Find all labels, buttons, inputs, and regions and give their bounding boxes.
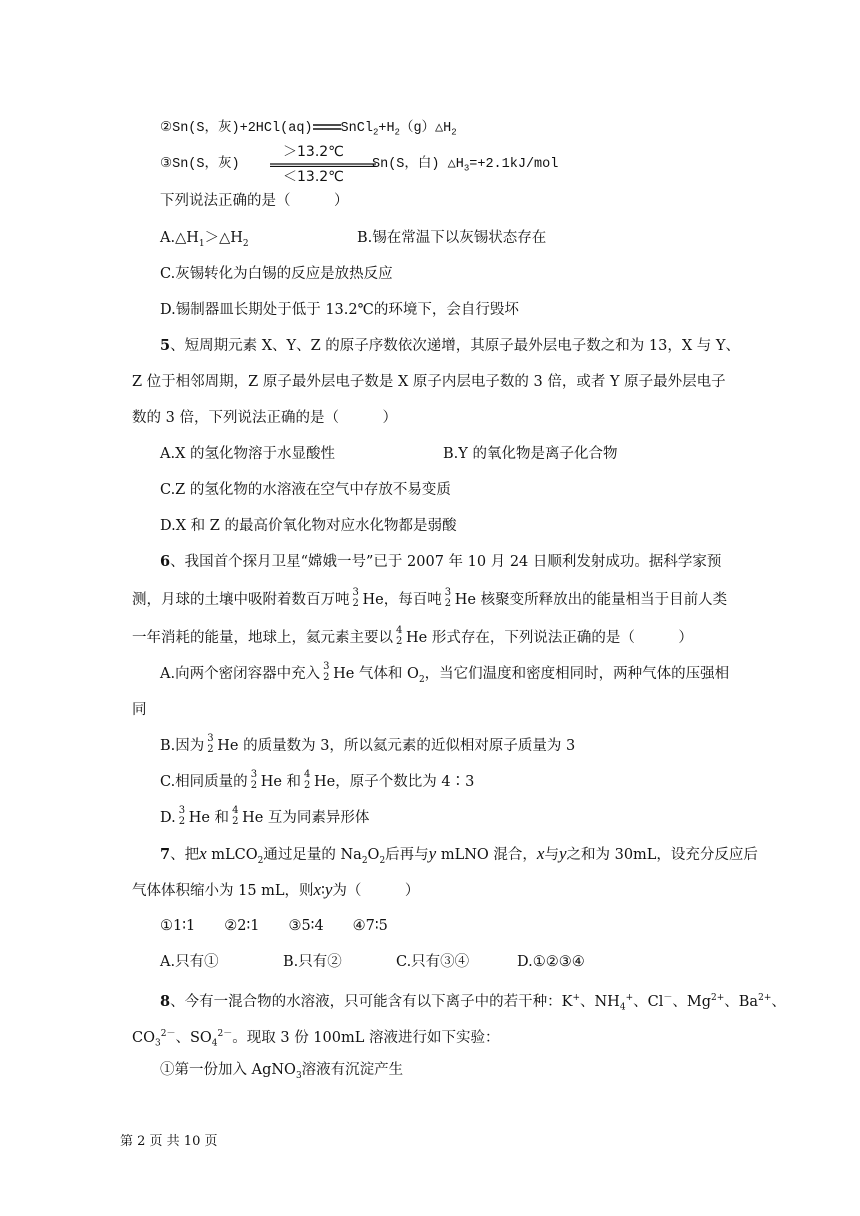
q7-option-b: B.只有②	[283, 954, 342, 970]
isotope-he3: 3 2	[178, 805, 186, 827]
q5-line-3: 数的 3 倍，下列说法正确的是（ ）	[132, 410, 397, 426]
isotope-he3: 3 2	[444, 587, 452, 609]
isotope-he3: 3 2	[250, 769, 258, 791]
q7-line-2: 气体体积缩小为 15 mL，则x∶y为（ ）	[132, 880, 420, 899]
q7-option-d: D.①②③④	[517, 954, 585, 970]
q7-line-1: 7、把x mLCO$_2$通过足量的 $Na_2O_2$后再与y mLNO 混合，x与y之和为 30mL，设充分反应后	[160, 844, 758, 866]
reaction-3: ③Sn(S，灰)	[160, 157, 240, 172]
q5-option-b: B.Y 的氧化物是离子化合物	[443, 446, 618, 462]
reaction-3-product: Sn(S，白) $\triangle H_3=+2.1kJ$/mol	[372, 157, 559, 174]
q6-option-a-cont: 同	[132, 702, 147, 718]
isotope-he4: 4 2	[304, 769, 311, 791]
isotope-he4: 4 2	[232, 805, 239, 827]
q5-option-a: A.X 的氢化物溶于水显酸性	[160, 446, 336, 462]
q6-option-c: C.相同质量的 3 2 He 和 4 2 He，原子个数比为 4∶3	[160, 769, 475, 791]
q6-option-d: D. 3 2 He 和 4 2 He 互为同素异形体	[160, 805, 370, 827]
q4-option-c: C.灰锡转化为白锡的反应是放热反应	[160, 266, 393, 282]
isotope-he3: 3 2	[323, 661, 330, 683]
q5-line-1: 5、短周期元素 X、Y、Z 的原子序数依次递增，其原子最外层电子数之和为 13，X 与 Y、	[160, 337, 740, 354]
isotope-he3: 3 2	[207, 733, 214, 755]
page-footer: 第 2 页 共 10 页	[120, 1134, 218, 1149]
q4-option-b: B.锡在常温下以灰锡状态存在	[357, 230, 547, 246]
q6-line-3: 一年消耗的能量，地球上，氦元素主要以 4 2 He 形式存在，下列说法正确的是（ ）	[132, 625, 693, 647]
q4-stem: 下列说法正确的是（ ）	[160, 193, 349, 209]
q4-option-a: $A.\triangle H_1>\triangle H_2$	[160, 230, 249, 249]
isotope-he4: 4 2	[396, 625, 403, 647]
equals-arrow	[313, 122, 341, 132]
condition-top: ＞13.2℃	[283, 144, 344, 160]
q8-line-3: ①第一份加入 AgNO$_3$溶液有沉淀产生	[160, 1062, 404, 1081]
q7-ratio-options: ①1∶1 ②2∶1 ③5∶4 ④7∶5	[160, 918, 388, 934]
isotope-he3: 3 2	[352, 587, 359, 609]
q6-line-1: 6、我国首个探月卫星“嫦娥一号”已于 2007 年 10 月 24 日顺利发射成功。据科学家预	[160, 553, 722, 570]
q7-option-c: C.只有③④	[396, 954, 470, 970]
q6-option-a: A.向两个密闭容器中充入 3 2 He 气体和 $O_2$，当它们温度和密度相同时，两种气体的压强相	[160, 661, 730, 685]
q4-option-d: D.锡制器皿长期处于低于 13.2℃的环境下，会自行毁坏	[160, 302, 519, 318]
reaction-2: ②Sn(S，灰)+2HCl(aq) $SnCl_2+H_2(g)\triangle H_2$	[160, 121, 457, 138]
q6-option-b: B.因为 3 2 He 的质量数为 3，所以氦元素的近似相对原子质量为 3	[160, 733, 576, 755]
q7-option-a: A.只有①	[160, 954, 219, 970]
condition-bottom: ＜13.2℃	[283, 169, 344, 185]
q5-option-d: D.X 和 Z 的最高价氧化物对应水化物都是弱酸	[160, 518, 457, 534]
q8-line-2: $CO_3^{2-}$、$SO_4^{2-}$。现取 3 份 100mL 溶液进行如下实验：	[132, 1029, 500, 1049]
q5-line-2: Z 位于相邻周期，Z 原子最外层电子数是 X 原子内层电子数的 3 倍，或者 Y 原子最外层电子	[132, 374, 726, 390]
q5-option-c: C.Z 的氢化物的水溶液在空气中存放不易变质	[160, 482, 451, 498]
q6-line-2: 测，月球的土壤中吸附着数百万吨 3 2 He，每百吨 3 2 He 核聚变所释放出的能量相当于目前人类	[132, 587, 728, 609]
q8-line-1: 8、今有一混合物的水溶液，只可能含有以下离子中的若干种：K+、$NH_4^+$、Cl－、$Mg^{2+}$、$Ba^{2+}$、	[160, 992, 786, 1013]
